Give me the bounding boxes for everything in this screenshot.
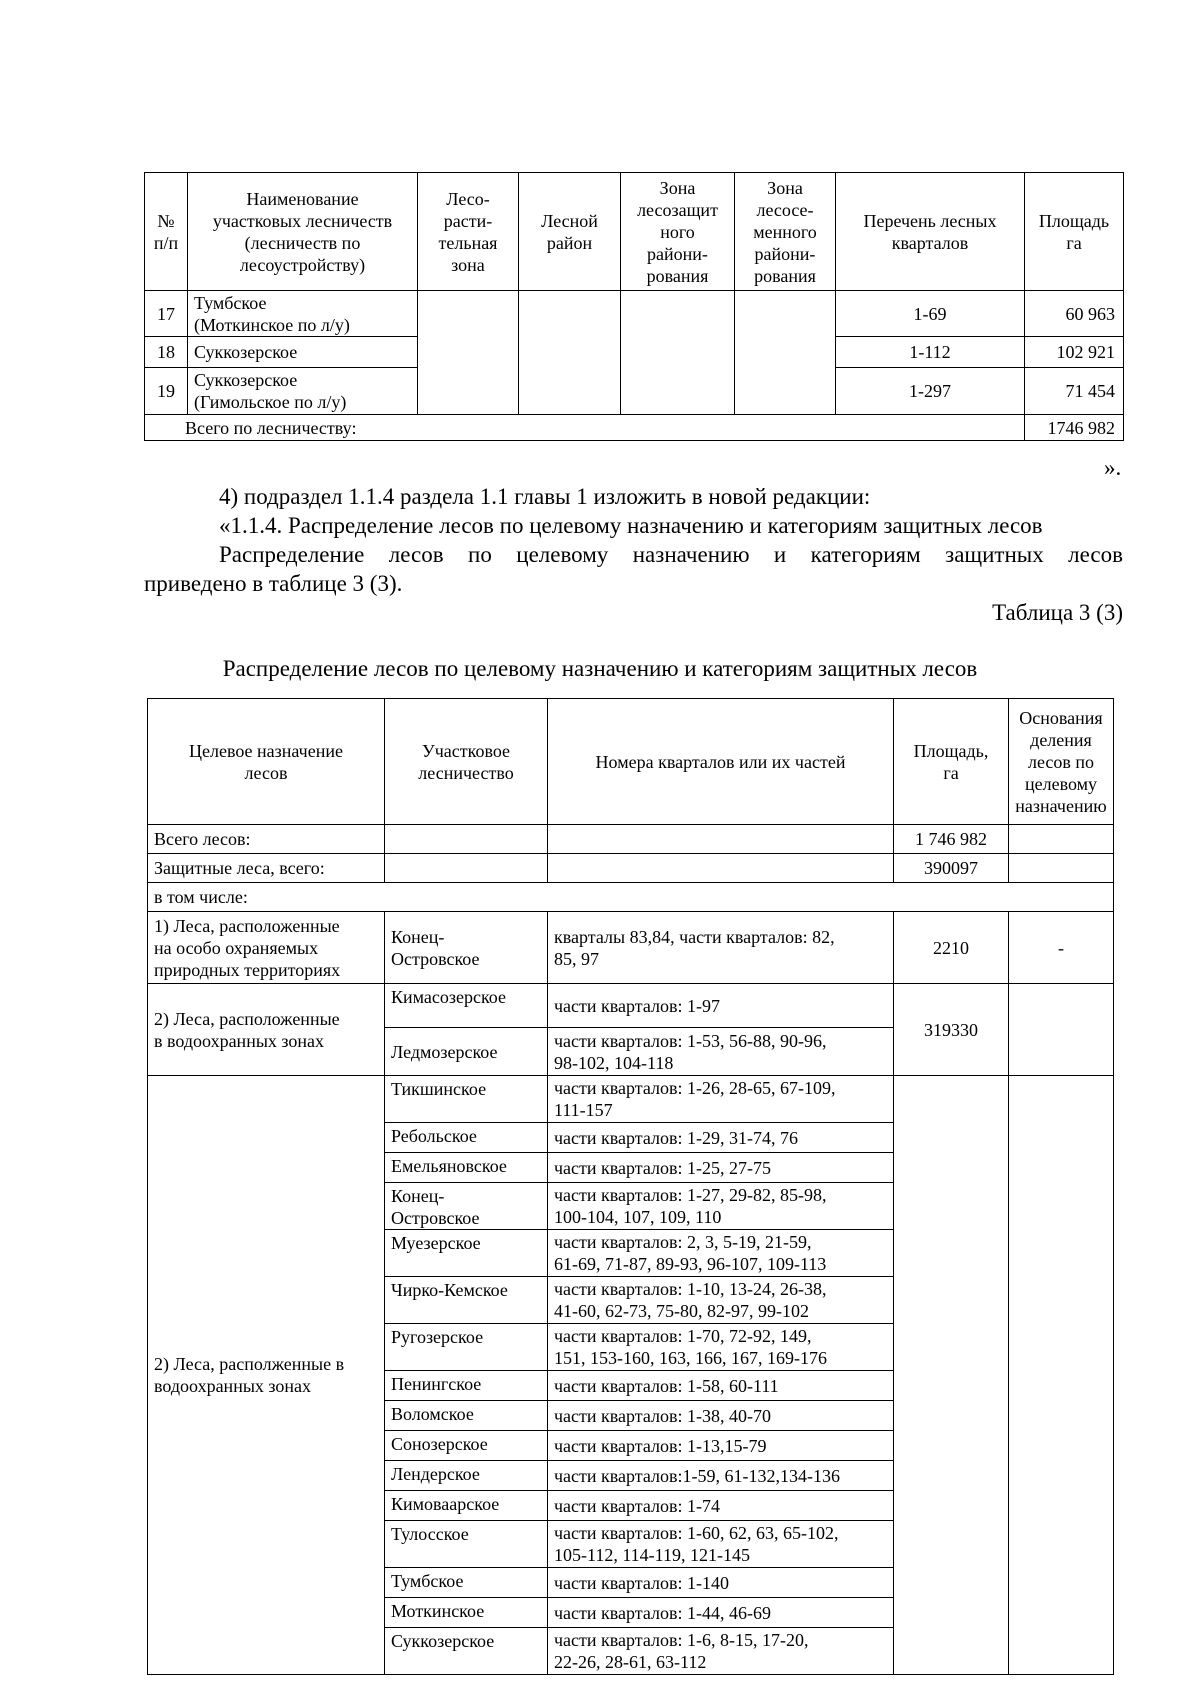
row-name: Тумбское (Моткинское по л/у): [188, 291, 418, 337]
group3-label: 2) Леса, располженные в водоохранных зонах: [148, 1076, 385, 1675]
header-area: Площадь га: [1025, 173, 1124, 291]
group3-forestry: Конец- Островское: [385, 1183, 548, 1230]
group3-forestry: Пенингское: [385, 1371, 548, 1401]
table-row: [148, 984, 1114, 1028]
empty-cell: [385, 825, 548, 854]
group3-forestry: Суккозерское: [385, 1628, 548, 1675]
table-row: [148, 912, 1114, 984]
closing-quote: ».: [1104, 455, 1122, 480]
group3-forestry: Тулосское: [385, 1521, 548, 1568]
table-row: [148, 825, 1114, 854]
header-purpose: Целевое назначение лесов: [148, 699, 385, 825]
including-label: в том числе:: [148, 883, 1114, 912]
total-value: 1746 982: [1025, 415, 1124, 441]
header-name: Наименование участковых лесничеств (лесничеств по лесоустройству): [188, 173, 418, 291]
empty-cell: [548, 854, 894, 883]
header-basis: Основания деления лесов по целевому назначению: [1009, 699, 1114, 825]
header-seed-zone: Зона лесосе- менного райони- рования: [735, 173, 836, 291]
group3-forestry: Ругозерское: [385, 1324, 548, 1371]
row-name: Суккозерское: [188, 337, 418, 368]
group3-forestry: Моткинское: [385, 1598, 548, 1628]
group3-blocks: части кварталов: 1-26, 28-65, 67-109, 111-157: [548, 1076, 894, 1123]
header-district: Лесной район: [519, 173, 621, 291]
group3-blocks: части кварталов: 1-13,15-79: [548, 1431, 894, 1461]
table-row: [148, 883, 1114, 912]
item-4-text: 4) подраздел 1.1.4 раздела 1.1 главы 1 изложить в новой редакции:: [219, 484, 871, 509]
total-forests-label: Всего лесов:: [148, 825, 385, 854]
group2-label: 2) Леса, расположенные в водоохранных зонах: [148, 984, 385, 1076]
forestry-areas-table: [144, 172, 1124, 441]
table-row: [148, 1076, 1114, 1123]
group3-forestry: Сонозерское: [385, 1431, 548, 1461]
group2-blocks: части кварталов: 1-53, 56-88, 90-96, 98-102, 104-118: [548, 1028, 894, 1076]
district-cell: [519, 291, 621, 415]
group1-blocks: кварталы 83,84, части кварталов: 82, 85, 97: [548, 912, 894, 984]
group3-blocks: части кварталов: 1-38, 40-70: [548, 1401, 894, 1431]
veg-zone-cell: [418, 291, 519, 415]
group3-forestry: Кимоваарское: [385, 1491, 548, 1521]
header-forestry: Участковое лесничество: [385, 699, 548, 825]
group3-forestry: Муезерское: [385, 1230, 548, 1277]
group3-blocks: части кварталов: 1-74: [548, 1491, 894, 1521]
row-blocks: 1-297: [836, 368, 1025, 415]
group3-forestry: Емельяновское: [385, 1153, 548, 1183]
paragraph-line-1: Распределение лесов по целевому назначению и категориям защитных лесов: [219, 542, 1123, 567]
group2-blocks: части кварталов: 1-97: [548, 984, 894, 1028]
section-heading: «1.1.4. Распределение лесов по целевому назначению и категориям защитных лесов: [219, 513, 1043, 538]
group3-blocks: части кварталов: 1-25, 27-75: [548, 1153, 894, 1183]
group1-basis: -: [1009, 912, 1114, 984]
forest-purpose-table: [147, 698, 1114, 1675]
group3-basis: [1009, 1076, 1114, 1675]
group2-forestry: Ледмозерское: [385, 1028, 548, 1076]
paragraph-line-2: приведено в таблице 3 (3).: [144, 571, 403, 596]
group3-forestry: Тумбское: [385, 1568, 548, 1598]
row-num: 18: [145, 337, 188, 368]
empty-cell: [1009, 825, 1114, 854]
group1-label: 1) Леса, расположенные на особо охраняемых природных территориях: [148, 912, 385, 984]
header-blocks: Перечень лесных кварталов: [836, 173, 1025, 291]
table-total-row: [145, 415, 1124, 441]
group3-blocks: части кварталов: 1-44, 46-69: [548, 1598, 894, 1628]
group3-forestry: Тикшинское: [385, 1076, 548, 1123]
group3-blocks: части кварталов: 1-60, 62, 63, 65-102, 105-112, 114-119, 121-145: [548, 1521, 894, 1568]
row-area: 102 921: [1025, 337, 1124, 368]
group3-blocks: части кварталов: 2, 3, 5-19, 21-59, 61-69, 71-87, 89-93, 96-107, 109-113: [548, 1230, 894, 1277]
row-blocks: 1-69: [836, 291, 1025, 337]
table-row: [145, 291, 1124, 337]
header-area: Площадь, га: [894, 699, 1009, 825]
header-num: № п/п: [145, 173, 188, 291]
group3-blocks: части кварталов: 1-29, 31-74, 76: [548, 1123, 894, 1153]
protective-label: Защитные леса, всего:: [148, 854, 385, 883]
table2-header-row: [148, 699, 1114, 825]
table-row: [148, 854, 1114, 883]
empty-cell: [548, 825, 894, 854]
row-num: 17: [145, 291, 188, 337]
group3-area: [894, 1076, 1009, 1675]
protect-zone-cell: [621, 291, 735, 415]
group2-area: 319330: [894, 984, 1009, 1076]
group3-blocks: части кварталов: 1-6, 8-15, 17-20, 22-26, 28-61, 63-112: [548, 1628, 894, 1675]
row-area: 71 454: [1025, 368, 1124, 415]
group3-blocks: части кварталов:1-59, 61-132,134-136: [548, 1461, 894, 1491]
header-blocks: Номера кварталов или их частей: [548, 699, 894, 825]
group3-blocks: части кварталов: 1-27, 29-82, 85-98, 100-104, 107, 109, 110: [548, 1183, 894, 1230]
group3-blocks: части кварталов: 1-70, 72-92, 149, 151, 153-160, 163, 166, 167, 169-176: [548, 1324, 894, 1371]
group3-blocks: части кварталов: 1-140: [548, 1568, 894, 1598]
header-protect-zone: Зона лесозащит ного райони- рования: [621, 173, 735, 291]
row-blocks: 1-112: [836, 337, 1025, 368]
total-label: Всего по лесничеству:: [145, 415, 1025, 441]
group3-rows: [148, 1076, 1114, 1675]
total-forests-area: 1 746 982: [894, 825, 1009, 854]
group3-forestry: Лендерское: [385, 1461, 548, 1491]
group2-basis: [1009, 984, 1114, 1076]
group2-forestry: Кимасозерское: [385, 984, 548, 1028]
row-name: Суккозерское (Гимольское по л/у): [188, 368, 418, 415]
group3-forestry: Ребольское: [385, 1123, 548, 1153]
group1-forestry: Конец- Островское: [385, 912, 548, 984]
table-number: Таблица 3 (3): [992, 600, 1123, 625]
protective-area: 390097: [894, 854, 1009, 883]
row-num: 19: [145, 368, 188, 415]
empty-cell: [385, 854, 548, 883]
group3-blocks: части кварталов: 1-10, 13-24, 26-38, 41-60, 62-73, 75-80, 82-97, 99-102: [548, 1277, 894, 1324]
seed-zone-cell: [735, 291, 836, 415]
table-title: Распределение лесов по целевому назначению и категориям защитных лесов: [222, 656, 978, 681]
table1-header-row: [145, 173, 1124, 291]
header-veg-zone: Лесо- расти- тельная зона: [418, 173, 519, 291]
group3-blocks: части кварталов: 1-58, 60-111: [548, 1371, 894, 1401]
row-area: 60 963: [1025, 291, 1124, 337]
group3-forestry: Воломское: [385, 1401, 548, 1431]
group1-area: 2210: [894, 912, 1009, 984]
empty-cell: [1009, 854, 1114, 883]
group3-forestry: Чирко-Кемское: [385, 1277, 548, 1324]
